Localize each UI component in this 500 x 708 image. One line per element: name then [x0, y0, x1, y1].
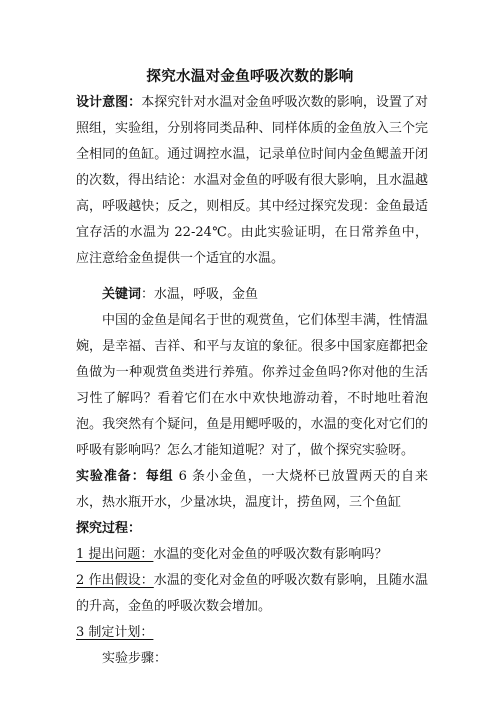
- step-plan-label: 3 制定计划：: [76, 625, 154, 640]
- step-question-label: 1 提出问题：: [76, 547, 154, 562]
- preparation-label: 实验准备: [76, 469, 132, 484]
- process-colon: ：: [128, 521, 142, 536]
- design-intent-paragraph: [76, 90, 428, 272]
- preparation-colon: ：: [131, 469, 146, 484]
- step-question-text: 水温的变化对金鱼的呼吸次数有影响吗？: [153, 547, 388, 562]
- experiment-steps-label: 实验步骤：: [102, 651, 168, 666]
- preparation-group-label: 每组: [145, 469, 174, 484]
- process-label: 探究过程: [76, 521, 129, 536]
- step-hypothesis: [76, 568, 428, 620]
- step-hypothesis-label: 2 作出假设：: [76, 573, 154, 588]
- document-body: [76, 90, 428, 672]
- keywords-text: 水温，呼吸，金鱼: [154, 287, 259, 302]
- preparation-text: 6 条小金鱼，一大烧杯已放置两天的自来水，热水瓶开水，少量冰块，温度计，捞鱼网，三个鱼缸: [76, 469, 428, 510]
- intro-paragraph: 中国的金鱼是闻名于世的观赏鱼，它们体型丰满，性情温婉，是幸福、吉祥、和平与友谊的象征。很多中国家庭都把金鱼做为一种观赏鱼类进行养殖。你养过金鱼吗?你对他的生活习性了解吗？看着它们在水中欢快地游动着，不时地吐着泡泡。我突然有个疑问，鱼是用鳃呼吸的，水温的变化对它们的呼吸有影响吗？怎么才能知道呢？对了，做个探究实验呀。: [76, 313, 428, 458]
- keywords-label: 关键词: [102, 287, 142, 302]
- step-question: [76, 542, 428, 568]
- design-intent-label: 设计意图: [76, 95, 129, 110]
- step-plan: [76, 620, 428, 646]
- design-intent-text: 本探究针对水温对金鱼呼吸次数的影响，设置了对照组，实验组，分别将同类品种、同样体质的金鱼放入三个完全相同的鱼缸。通过调控水温，记录单位时间内金鱼鳃盖开闭的次数，得出结论：水温对金鱼的呼吸有很大影响，且水温越高，呼吸越快；反之，则相反。其中经过探究发现：金鱼最适宜存活的水温为 22-24℃。由此实验证明，在日常养鱼中，应注意给金鱼提供一个适宜的水温。: [76, 95, 428, 266]
- keywords-colon: ：: [141, 287, 155, 302]
- keywords-paragraph: [76, 282, 428, 308]
- document-title: 探究水温对金鱼呼吸次数的影响: [146, 69, 354, 85]
- step-hypothesis-text: 水温的变化对金鱼的呼吸次数有影响，且随水温的升高，金鱼的呼吸次数会增加。: [76, 573, 428, 614]
- process-heading: [76, 516, 428, 542]
- preparation-paragraph: [76, 464, 428, 516]
- design-intent-colon: ：: [128, 95, 142, 110]
